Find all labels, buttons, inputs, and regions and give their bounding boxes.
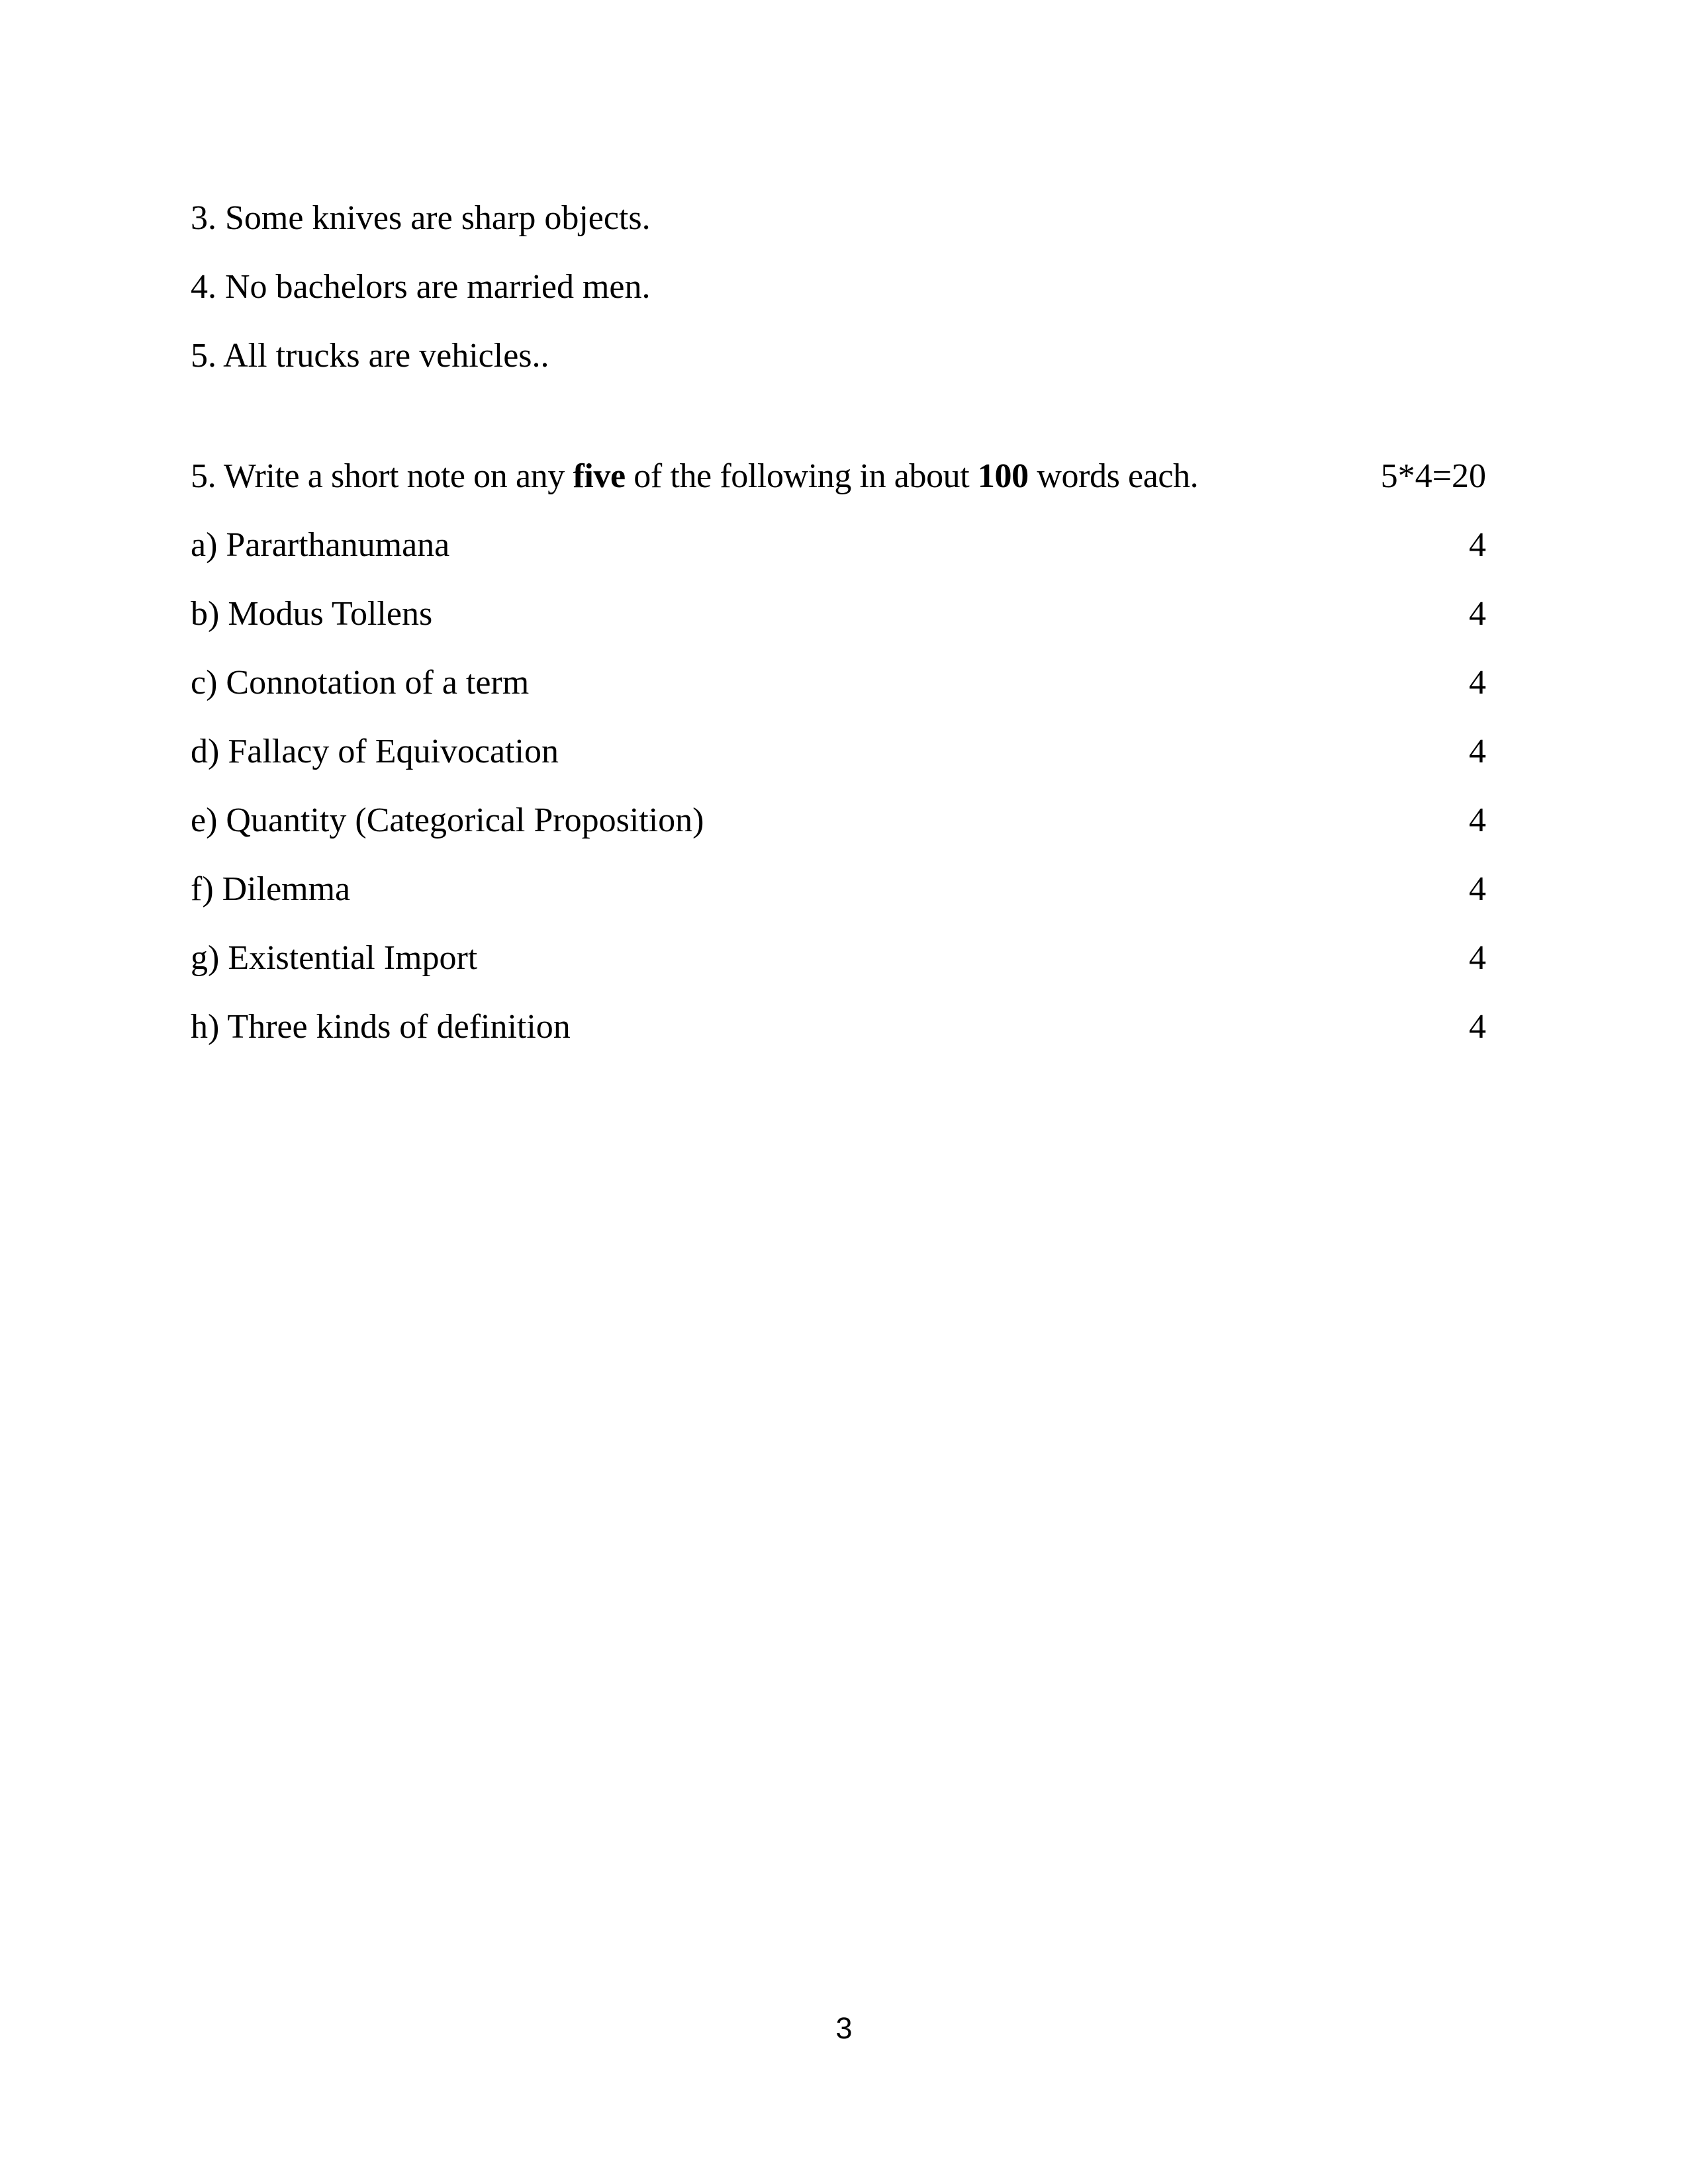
list-item-label: e) Quantity (Categorical Proposition) <box>191 801 704 839</box>
list-item <box>191 924 1486 993</box>
list-item <box>191 717 1486 786</box>
question-segment: of the following in about <box>625 457 978 495</box>
list-item <box>191 993 1486 1062</box>
question-segment-bold: 100 <box>977 457 1029 495</box>
list-item <box>191 511 1486 580</box>
list-item <box>191 855 1486 924</box>
statement-text: 5. All trucks are vehicles.. <box>191 337 549 375</box>
blank-space <box>191 390 1486 442</box>
list-item-label: d) Fallacy of Equivocation <box>191 733 559 770</box>
question-text <box>191 442 1198 511</box>
statement-text: 4. No bachelors are married men. <box>191 268 651 306</box>
list-item-marks: 4 <box>1469 1008 1486 1046</box>
question-segment: words each. <box>1028 457 1199 495</box>
list-item-marks: 4 <box>1469 870 1486 908</box>
page-number: 3 <box>835 2011 853 2045</box>
question-line <box>191 442 1486 511</box>
statement-text: 3. Some knives are sharp objects. <box>191 199 651 237</box>
list-item-label: g) Existential Import <box>191 939 478 977</box>
question-segment: 5. Write a short note on any <box>191 457 573 495</box>
list-item <box>191 580 1486 649</box>
list-item-marks: 4 <box>1469 664 1486 702</box>
list-item-label: h) Three kinds of definition <box>191 1008 571 1046</box>
list-item-label: c) Connotation of a term <box>191 664 530 702</box>
statement-line <box>191 322 1486 390</box>
list-item-marks: 4 <box>1469 733 1486 770</box>
statement-line <box>191 253 1486 322</box>
list-item-label: b) Modus Tollens <box>191 595 433 633</box>
page-content <box>191 184 1486 1062</box>
list-item-label: a) Pararthanumana <box>191 526 450 564</box>
question-total-marks: 5*4=20 <box>1380 457 1486 495</box>
list-item-marks: 4 <box>1469 939 1486 977</box>
list-item <box>191 649 1486 717</box>
question-segment-bold: five <box>573 457 626 495</box>
list-item <box>191 786 1486 855</box>
statement-line <box>191 184 1486 253</box>
list-item-marks: 4 <box>1469 526 1486 564</box>
list-item-marks: 4 <box>1469 595 1486 633</box>
list-item-label: f) Dilemma <box>191 870 351 908</box>
list-item-marks: 4 <box>1469 801 1486 839</box>
